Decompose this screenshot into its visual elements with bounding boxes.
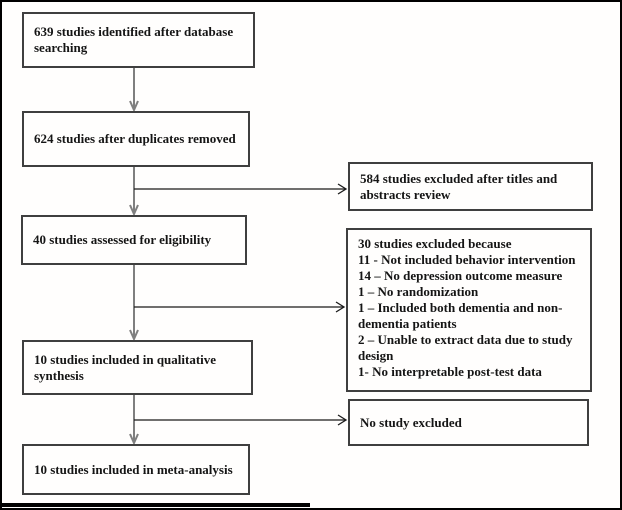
box-excluded-fulltext-reasons <box>346 228 592 392</box>
box-studies-identified-label: 639 studies identified after database searching <box>34 24 234 55</box>
exclusion-reason-line: 1- No interpretable post-test data <box>358 364 542 379</box>
exclusion-reason-line: 30 studies excluded because <box>358 236 512 251</box>
arrow-right-to-no-study-excluded-icon <box>134 414 348 426</box>
exclusion-reason-line: 1 – No randomization <box>358 284 479 299</box>
arrow-down-identified-to-duplicates-icon <box>128 68 140 111</box>
box-studies-identified <box>22 12 255 68</box>
box-no-study-excluded <box>348 399 589 446</box>
box-qualitative-synthesis <box>22 340 253 395</box>
exclusion-reason-line: 1 – Included both dementia and non-dementia patients <box>358 300 563 331</box>
box-no-study-excluded-label: No study excluded <box>360 414 462 430</box>
box-duplicates-removed-label: 624 studies after duplicates removed <box>34 131 236 146</box>
exclusion-reason-line: 11 - Not included behavior intervention <box>358 252 576 267</box>
exclusion-reason-line: 2 – Unable to extract data due to study design <box>358 332 573 363</box>
box-meta-analysis-label: 10 studies included in meta-analysis <box>34 461 233 477</box>
box-excluded-titles-abstracts <box>348 162 593 211</box>
box-meta-analysis <box>22 444 250 495</box>
box-excluded-titles-abstracts-label: 584 studies excluded after titles and abstracts review <box>360 170 558 202</box>
bottom-edge-divider <box>2 503 310 507</box>
box-assessed-eligibility-label: 40 studies assessed for eligibility <box>33 232 212 247</box>
box-duplicates-removed <box>22 111 250 167</box>
arrow-right-to-titles-abstracts-icon <box>134 183 348 195</box>
arrow-right-to-fulltext-exclusions-icon <box>134 301 346 313</box>
box-qualitative-synthesis-label: 10 studies included in qualitative synthesis <box>34 351 217 383</box>
box-assessed-eligibility <box>21 215 247 265</box>
exclusion-reason-line: 14 – No depression outcome measure <box>358 268 563 283</box>
